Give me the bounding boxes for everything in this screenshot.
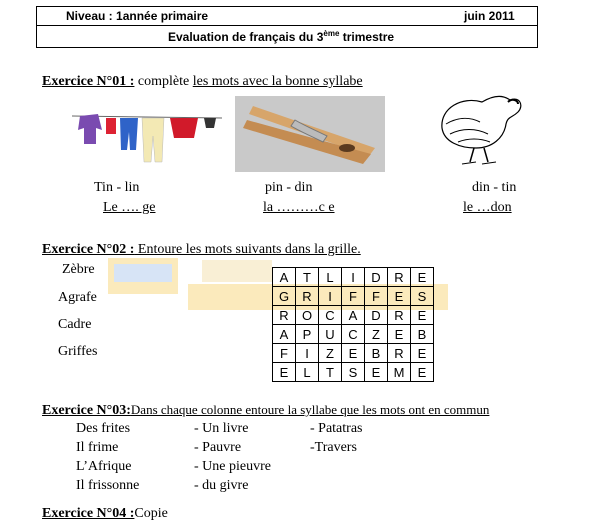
column-3-word: -Travers [310, 440, 357, 455]
grid-row [273, 287, 434, 306]
grid-cell[interactable]: L [296, 363, 319, 382]
grid-cell[interactable]: E [411, 344, 434, 363]
grid-cell[interactable]: R [273, 306, 296, 325]
date-label: juin 2011 [464, 9, 515, 23]
clothesline-image [72, 104, 222, 168]
page-title: Evaluation de français du 3ème trimestre [168, 29, 395, 44]
grid-row [273, 363, 434, 382]
column-3-word: - Patatras [310, 421, 363, 436]
grid-cell[interactable]: R [296, 287, 319, 306]
turkey-image [432, 88, 526, 166]
column-2-word: - du givre [194, 478, 249, 493]
column-2-word: - Pauvre [194, 440, 242, 455]
choices-3: din - tin [472, 180, 517, 195]
grid-cell[interactable]: B [365, 344, 388, 363]
exercise4-title: Exercice N°04 :Copie [42, 506, 168, 521]
column-3 [310, 419, 362, 457]
grid-cell[interactable]: Z [365, 325, 388, 344]
grid-cell[interactable]: T [319, 363, 342, 382]
word-4: Griffes [58, 344, 98, 359]
grid-cell[interactable]: G [273, 287, 296, 306]
grid-cell[interactable]: E [388, 325, 411, 344]
grid-cell[interactable]: E [365, 363, 388, 382]
column-1-word: Il frissonne [76, 478, 140, 493]
word-1: Zèbre [62, 262, 95, 277]
exercise1-title: Exercice N°01 : complète les mots avec la bonne syllabe [42, 74, 363, 89]
grid-cell[interactable]: E [411, 268, 434, 287]
choices-1: Tin - lin [94, 180, 140, 195]
grid-cell[interactable]: Z [319, 344, 342, 363]
grid-cell[interactable]: C [319, 306, 342, 325]
grid-cell[interactable]: R [388, 306, 411, 325]
grid-cell[interactable]: L [319, 268, 342, 287]
column-2 [194, 419, 271, 495]
grid-cell[interactable]: E [388, 287, 411, 306]
grid-cell[interactable]: D [365, 306, 388, 325]
grid-cell[interactable]: U [319, 325, 342, 344]
choices-2: pin - din [265, 180, 313, 195]
grid-cell[interactable]: E [411, 306, 434, 325]
exercise2-title: Exercice N°02 : Entoure les mots suivants dans la grille. [42, 242, 361, 257]
grid-cell[interactable]: F [273, 344, 296, 363]
grid-cell[interactable]: A [273, 325, 296, 344]
column-1-word: Des frites [76, 421, 131, 436]
grid-cell[interactable]: R [388, 344, 411, 363]
column-1-word: Il frime [76, 440, 119, 455]
grid-cell[interactable]: D [365, 268, 388, 287]
grid-cell[interactable]: O [296, 306, 319, 325]
column-1-word: L’Afrique [76, 459, 132, 474]
grid-row [273, 325, 434, 344]
grid-cell[interactable]: R [388, 268, 411, 287]
word-2: Agrafe [58, 290, 97, 305]
grid-cell[interactable]: P [296, 325, 319, 344]
grid-cell[interactable]: I [296, 344, 319, 363]
grid-cell[interactable]: F [342, 287, 365, 306]
grid-cell[interactable]: B [411, 325, 434, 344]
clothespin-image [235, 96, 385, 172]
column-2-word: - Une pieuvre [194, 459, 271, 474]
grid-cell[interactable]: E [342, 344, 365, 363]
grid-cell[interactable]: I [342, 268, 365, 287]
blank-1: Le …. ge [103, 200, 156, 215]
word-search-grid [272, 267, 434, 382]
grid-cell[interactable]: C [342, 325, 365, 344]
grid-cell[interactable]: A [342, 306, 365, 325]
level-label: Niveau : 1année primaire [66, 9, 209, 23]
exercise3-title: Exercice N°03:Dans chaque colonne entoure la syllabe que les mots ont en commun [42, 402, 490, 418]
header-divider [36, 25, 538, 26]
blank-3: le …don [463, 200, 512, 215]
grid-cell[interactable]: S [342, 363, 365, 382]
column-1 [76, 419, 139, 495]
grid-row [273, 344, 434, 363]
grid-cell[interactable]: T [296, 268, 319, 287]
word-3: Cadre [58, 317, 92, 332]
grid-cell[interactable]: E [411, 363, 434, 382]
grid-row [273, 306, 434, 325]
column-2-word: - Un livre [194, 421, 249, 436]
grid-row [273, 268, 434, 287]
grid-cell[interactable]: I [319, 287, 342, 306]
grid-cell[interactable]: A [273, 268, 296, 287]
blank-2: la ………c e [263, 200, 335, 215]
grid-cell[interactable]: S [411, 287, 434, 306]
grid-cell[interactable]: E [273, 363, 296, 382]
grid-cell[interactable]: M [388, 363, 411, 382]
grid-cell[interactable]: F [365, 287, 388, 306]
